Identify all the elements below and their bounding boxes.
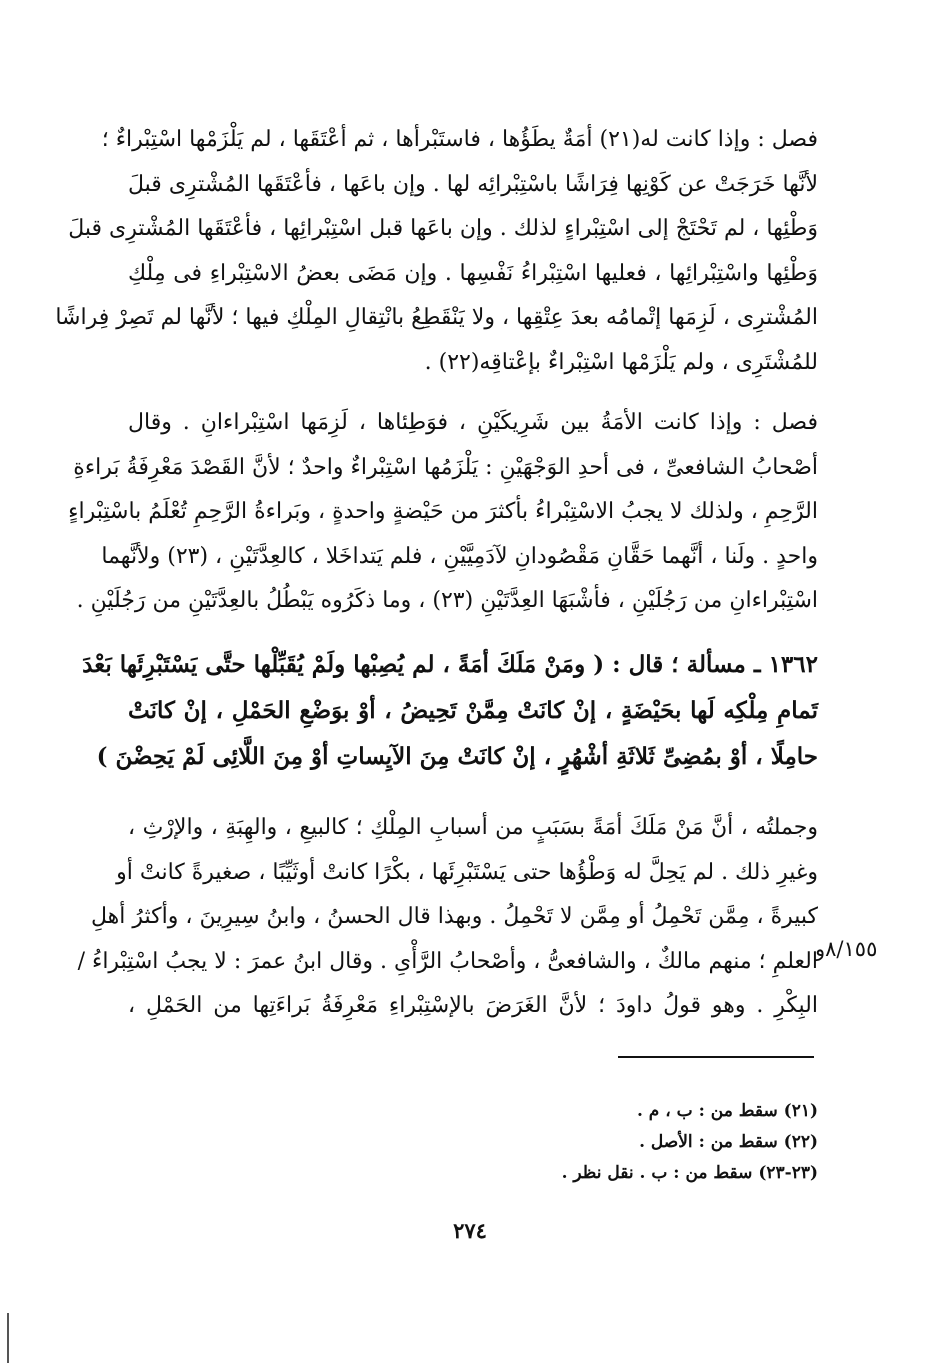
- paragraph-2-line: فصل : وإذا كانت الأمَةُ بين شَرِيكَيْنِ ، فوَطِئاها ، لَزِمَها اسْتِبْراءانِ . وقال: [128, 410, 818, 435]
- paragraph-1-line: المُشْترِى ، لَزِمَها إتْمامُه بعدَ عِتْقِها ، ولا يَنْقَطِعُ بانْتِقالِ المِلْكِ فيها ؛ لأنَّها لم تَصِرْ فِراشًا: [55, 305, 818, 330]
- paragraph-2-line: اسْتِبْراءانِ من رَجُلَيْنِ ، فأشْبَهَا العِدَّتَيْنِ (٢٣) ، وما ذكَرُوه يَبْطُلُ بالعِدَّتَيْنِ من رَجُلَيْنِ .: [76, 588, 818, 613]
- paragraph-3-line: وغيرِ ذلك . لم يَحِلَّ له وَطْؤُها حتى يَسْتَبْرِئَها ، بكْرًا كانتْ أوثَيِّبًا ، صغيرةً كانتْ أو: [116, 859, 818, 885]
- footnote-separator: [618, 1056, 814, 1058]
- paragraph-1-line: للمُشْتَرِى ، ولم يَلْزَمْها اسْتِبْراءٌ بإعْتاقِه(٢٢) .: [424, 349, 818, 375]
- ruling-line: ١٣٦٢ ـ مسألة ؛ قال : ( ومَنْ مَلَكَ أمَةً ، لم يُصِبْها ولَمْ يُقَبِّلْها حتَّى يَسْتَبْرِئَها بَعْدَ: [82, 651, 818, 678]
- paragraph-3-line: وجملتُه ، أنَّ مَنْ مَلَكَ أمَةً بسَبَبٍ من أسبابِ المِلْكِ ؛ كالبيعِ ، والهِبَةِ ، والإرْثِ ،: [128, 815, 818, 840]
- paragraph-1: [55, 118, 818, 385]
- paragraph-2-line: أصْحابُ الشافعىِّ ، فى أحدِ الوَجْهَيْنِ : يَلْزَمُها اسْتِبْراءٌ واحدٌ ؛ لأنَّ القَصْدَ مَعْرِفَةُ بَراءةِ: [73, 454, 818, 480]
- paragraph-1-line: وَطْئِها ، لم تَحْتَجْ إلى اسْتِبْراءٍ لذلك . وإن باعَها قبل اسْتِبْرائِها ، فأعْتَقَها المُشْترِى قبلَ: [68, 216, 818, 241]
- ruling-masala: [82, 642, 818, 780]
- page-number: ٢٧٤: [453, 1218, 487, 1243]
- paragraph-1-line: فصل : وإذا كانت له(٢١) أمَةٌ يطَؤُها ، فاستَبْرأها ، ثم أعْتَقَها ، لم يَلْزَمْها اسْتِبْراءٌ ؛: [101, 127, 818, 152]
- paragraph-1-line: لأنَّها خَرَجَتْ عن كَوْنِها فِرَاشًا باسْتِبْرائِه لها . وإن باعَها ، فأعْتَقَها المُشْترِى قبلَ: [128, 171, 818, 197]
- paragraph-2: [68, 401, 818, 624]
- paragraph-3: [77, 806, 818, 1029]
- footnote: (٢١) سقط من : ب ، م .: [636, 1101, 818, 1121]
- footnote: (٢٢) سقط من : الأصل .: [639, 1132, 818, 1152]
- paragraph-2-line: الرَّحِمِ ، ولذلك لا يجبُ الاسْتِبْراءُ بأكثرَ من حَيْضةٍ واحدةٍ ، وبَراءةُ الرَّحِمِ تُعْلَمُ باسْتِبْراءٍ: [68, 499, 818, 524]
- ruling-line: تَمامِ مِلْكِه لَها بحَيْضَةٍ ، إنْ كانَتْ مِمَّنْ تَحِيضُ ، أوْ بوَضْعِ الحَمْلِ ، إنْ كانَتْ: [128, 697, 818, 724]
- paragraph-3-line: كبيرةً ، مِمَّن تَحْمِلُ أو مِمَّن لا تَحْمِلُ . وبهذا قال الحسنُ ، وابنُ سِيرِينَ ، وأكثرُ أهلِ: [91, 904, 818, 929]
- footnote: (٢٣-٢٣) سقط من : ب . نقل نظر .: [561, 1163, 818, 1183]
- scan-edge-mark: [7, 1313, 9, 1363]
- footnotes: [400, 1096, 818, 1189]
- margin-folio-note: ٨/١٥٥و: [815, 937, 878, 961]
- paragraph-2-line: واحدٍ . ولَنا ، أنَّهما حَقَّانِ مَقْصُودانِ لآدَمِيَّيْنِ ، فلم يَتداخَلا ، كالعِدَّتَيْنِ ، (٢٣) ولأنَّهما: [101, 543, 818, 569]
- paragraph-3-line: البِكْرِ . وهو قولُ داودَ ؛ لأنَّ الغَرَضَ بالإسْتِبْراءِ مَعْرِفَةُ بَراءَتِها من الحَمْلِ ،: [128, 993, 818, 1018]
- paragraph-1-line: وَطْئِها واسْتِبْرائِها ، فعليها اسْتِبْراءُ نَفْسِها . وإن مَضَى بعضُ الاسْتِبْراءِ فى مِلْكِ: [128, 260, 818, 286]
- paragraph-3-line: العلمِ ؛ منهم مالكٌ ، والشافعىُّ ، وأصْحابُ الرَّأْىِ . وقال ابنُ عمرَ : لا يجبُ اسْتِبْراءُ /: [77, 948, 818, 974]
- ruling-line: حامِلًا ، أوْ بمُضِىِّ ثَلاثَةِ أشْهُرٍ ، إنْ كانَتْ مِنَ الآيِساتِ أوْ مِنَ اللَّائِى لَمْ يَحِضْنَ ): [96, 743, 818, 770]
